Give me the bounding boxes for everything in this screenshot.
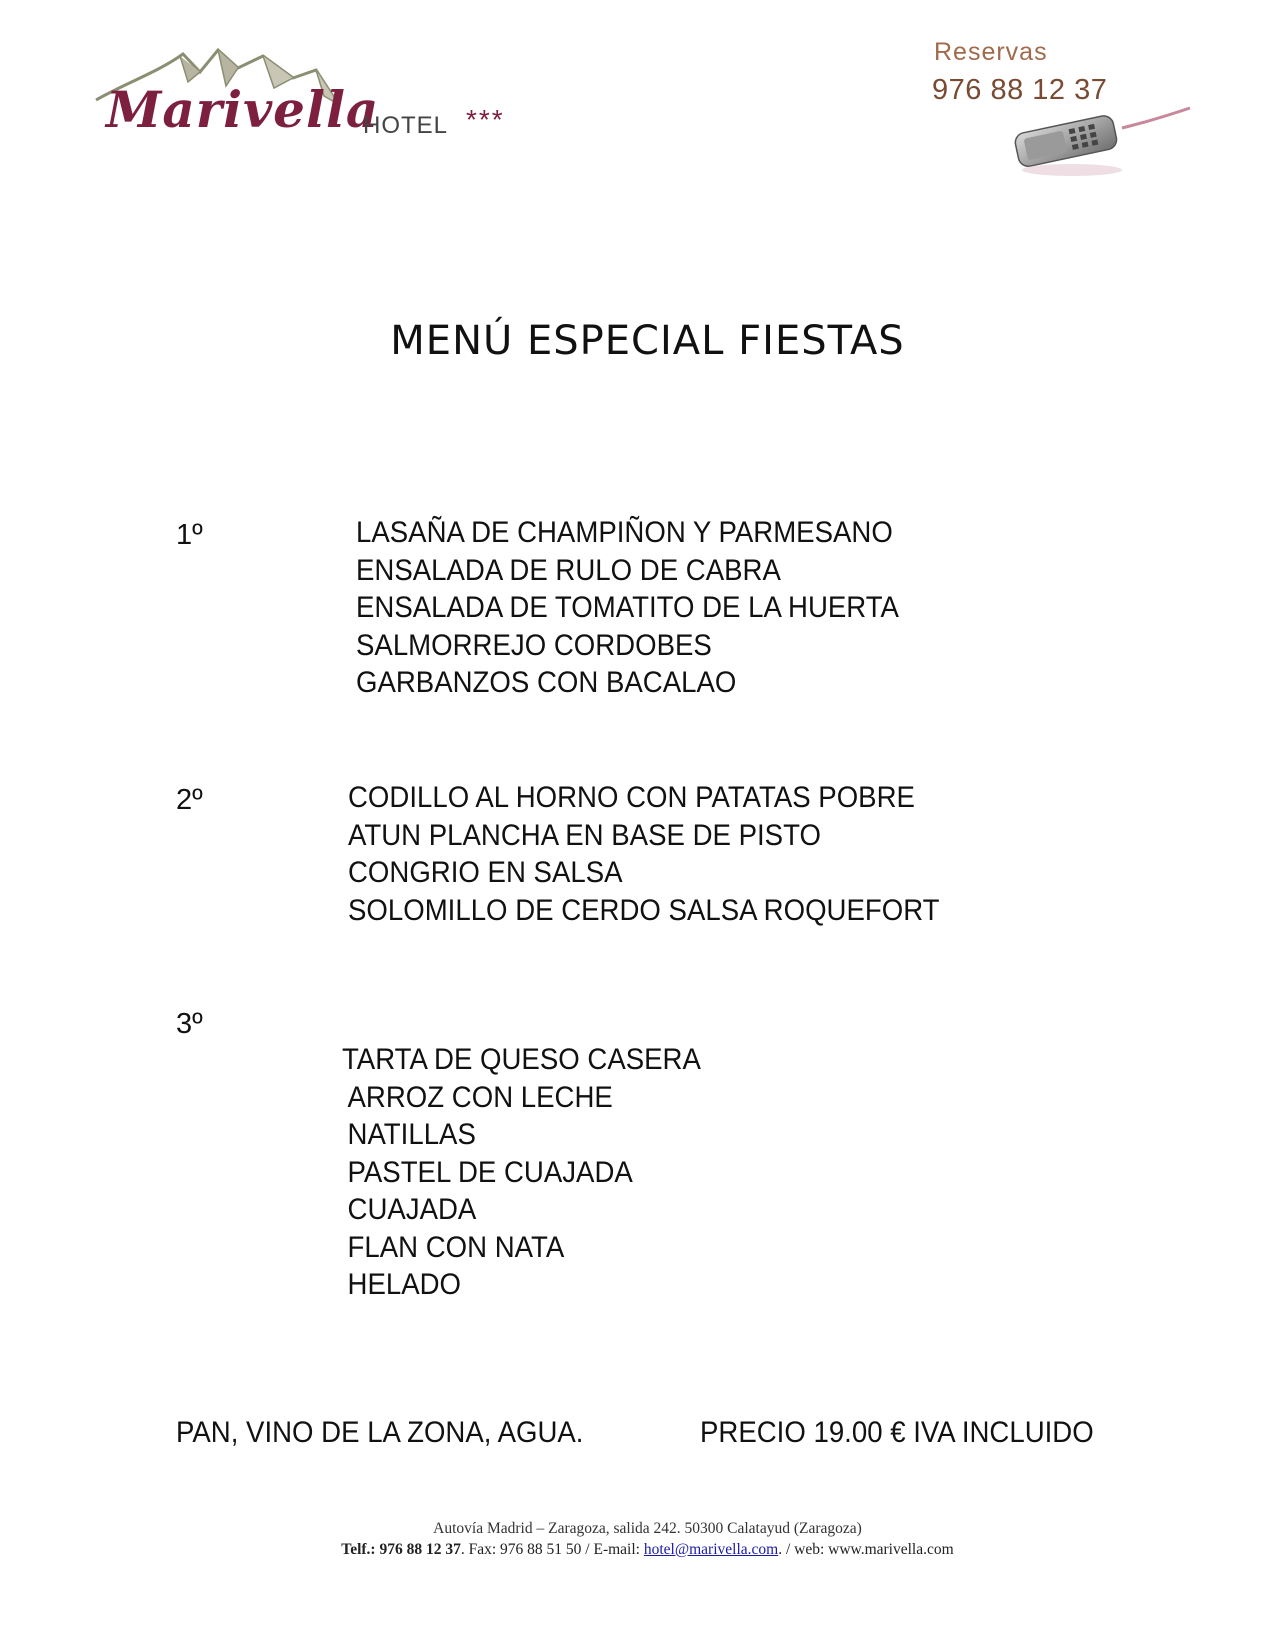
email-link[interactable]: hotel@marivella.com xyxy=(643,1541,779,1558)
list-item: CUAJADA xyxy=(347,1193,477,1226)
list-item: HELADO xyxy=(347,1268,462,1301)
list-item: SOLOMILLO DE CERDO SALSA ROQUEFORT xyxy=(348,893,940,927)
list-item: FLAN CON NATA xyxy=(347,1230,565,1264)
list-item: ENSALADA DE RULO DE CABRA xyxy=(356,553,781,587)
hotel-address: Autovía Madrid – Zaragoza, salida 242. 50300 Calatayud (Zaragoza) xyxy=(433,1520,862,1537)
reservations-block xyxy=(932,38,1192,178)
list-item: ARROZ CON LECHE xyxy=(347,1080,613,1114)
list-item: ENSALADA DE TOMATITO DE LA HUERTA xyxy=(356,591,899,624)
list-item: PASTEL DE CUAJADA xyxy=(347,1155,633,1189)
list-item: CODILLO AL HORNO CON PATATAS POBRE xyxy=(348,781,915,814)
course-label-first: 1º xyxy=(176,519,203,551)
logo-name: Marivella xyxy=(106,80,380,139)
course-list-second xyxy=(348,779,991,929)
reservations-label: Reservas xyxy=(934,38,1048,66)
list-item: NATILLAS xyxy=(347,1118,476,1151)
list-item: CONGRIO EN SALSA xyxy=(348,856,623,889)
menu-includes: PAN, VINO DE LA ZONA, AGUA. xyxy=(176,1416,584,1449)
hotel-logo xyxy=(88,42,528,152)
list-item: ATUN PLANCHA EN BASE DE PISTO xyxy=(348,818,821,852)
list-item: LASAÑA DE CHAMPIÑON Y PARMESANO xyxy=(356,516,893,549)
fax-email-label: . Fax: 976 88 51 50 / E-mail: xyxy=(460,1541,644,1558)
mobile-phone-icon xyxy=(1012,106,1192,186)
menu-title: MENÚ ESPECIAL FIESTAS xyxy=(390,318,905,364)
course-list-third xyxy=(342,1041,732,1304)
hotel-contact xyxy=(0,1541,1275,1559)
web-label: . / web: www.marivella.com xyxy=(778,1541,954,1558)
course-list-first xyxy=(356,514,946,702)
telephone-label: Telf.: 976 88 12 37 xyxy=(341,1541,461,1558)
list-item: GARBANZOS CON BACALAO xyxy=(356,666,737,699)
list-item: TARTA DE QUESO CASERA xyxy=(342,1043,701,1076)
menu-price: PRECIO 19.00 € IVA INCLUIDO xyxy=(700,1416,1094,1449)
course-label-second: 2º xyxy=(176,784,203,816)
list-item: SALMORREJO CORDOBES xyxy=(356,628,712,662)
course-label-third: 3º xyxy=(176,1008,203,1040)
logo-stars: *** xyxy=(466,104,505,135)
reservations-phone[interactable]: 976 88 12 37 xyxy=(932,74,1108,106)
logo-hotel-label: HOTEL xyxy=(363,112,449,139)
